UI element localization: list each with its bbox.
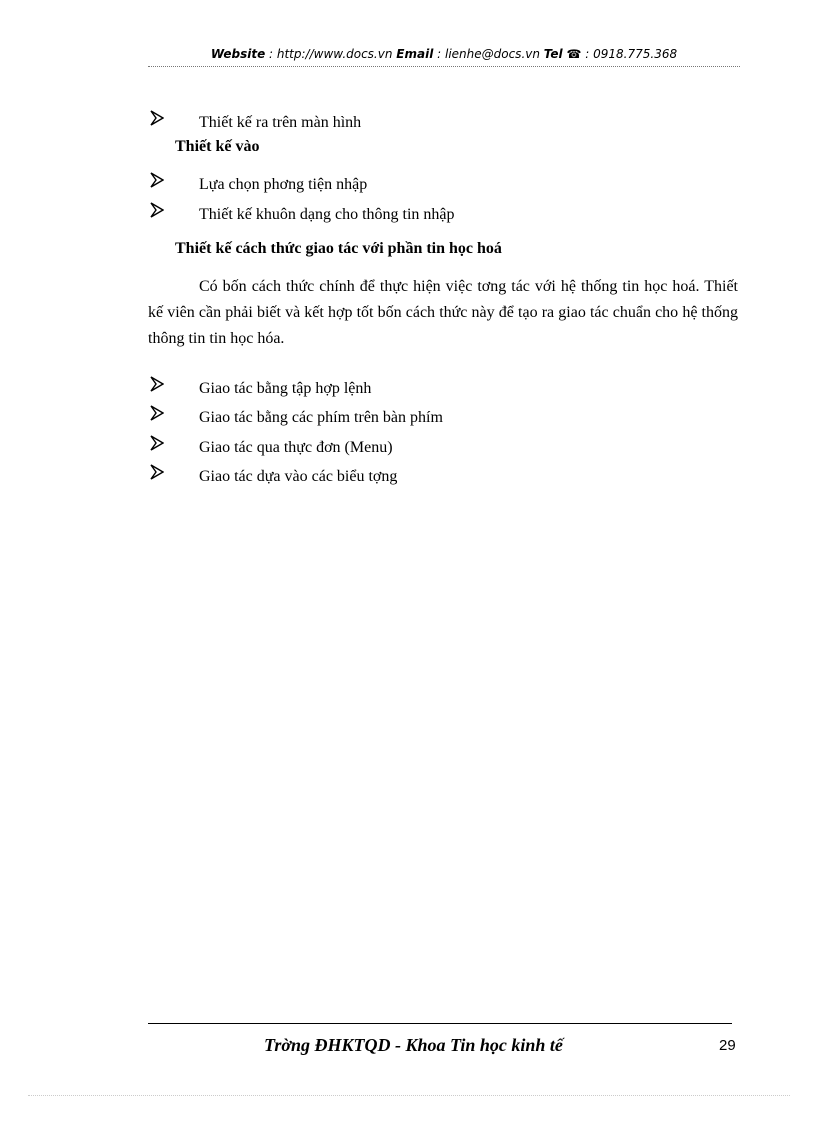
website-label: Website [210, 47, 266, 61]
email-value: : lienhe@docs.vn [433, 47, 544, 61]
tel-label: Tel [543, 47, 563, 61]
footer-divider [148, 1023, 732, 1024]
arrowhead-bullet-icon [150, 435, 164, 451]
paragraph-text: Có bốn cách thức chính để thực hiện việc tơng tác với hệ thống tin học hoá. Thiết kế viên cần phải biết và kết hợp tốt bốn cách thức này để tạo ra giao tác chuẩn cho hệ thống thông tin tin học hóa. [148, 278, 738, 347]
list-item-text: Giao tác bằng tập hợp lệnh [199, 380, 372, 397]
page-bottom-border [28, 1095, 790, 1096]
arrowhead-bullet-icon [150, 172, 164, 188]
header-divider [148, 66, 740, 67]
telephone-icon: ☎ [566, 47, 582, 61]
tel-value: : 0918.775.368 [581, 47, 678, 61]
list-item-text: Giao tác qua thực đơn (Menu) [199, 439, 393, 456]
email-label: Email [396, 47, 434, 61]
arrowhead-bullet-icon [150, 110, 164, 126]
heading-interaction-design: Thiết kế cách thức giao tác với phần tin học hoá [175, 240, 502, 257]
arrowhead-bullet-icon [150, 464, 164, 480]
bullet-text: Thiết kế ra trên màn hình [199, 114, 362, 131]
bullet-text: Thiết kế khuôn dạng cho thông tin nhập [199, 206, 455, 223]
list-item-text: Giao tác dựa vào các biểu tợng [199, 468, 398, 485]
bullet-text: Lựa chọn phơng tiện nhập [199, 176, 368, 193]
heading-input-design: Thiết kế vào [175, 138, 260, 155]
arrowhead-bullet-icon [150, 376, 164, 392]
page-number: 29 [719, 1037, 736, 1054]
arrowhead-bullet-icon [150, 405, 164, 421]
page-header [148, 47, 740, 61]
list-item-text: Giao tác bằng các phím trên bàn phím [199, 409, 443, 426]
footer-institution: Trờng ĐHKTQD - Khoa Tin học kinh tế [264, 1035, 563, 1055]
body-paragraph [148, 274, 738, 352]
website-value: : http://www.docs.vn [265, 47, 397, 61]
arrowhead-bullet-icon [150, 202, 164, 218]
